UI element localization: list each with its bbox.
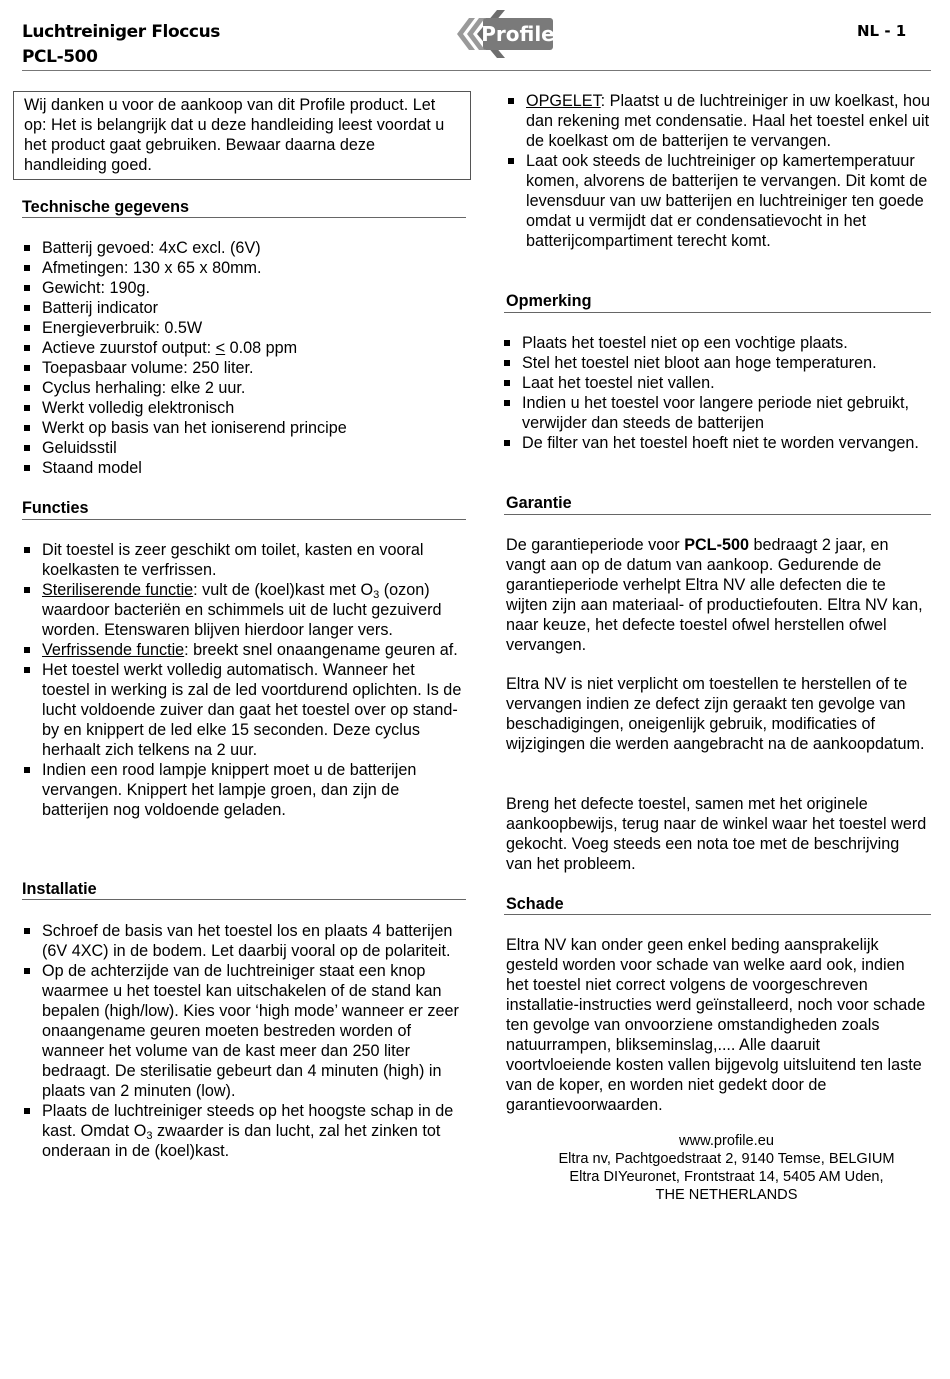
section-heading-opmerking: Opmerking	[506, 292, 592, 310]
intro-box: Wij danken u voor de aankoop van dit Profile product. Let op: Het is belangrijk dat u deze handleiding leest voordat u het product gaat gebruiken. Bewaar daarna deze handleiding goed.	[13, 91, 471, 180]
list-item: Afmetingen: 130 x 65 x 80mm.	[22, 258, 466, 278]
profile-logo	[443, 8, 558, 60]
section-heading-installatie: Installatie	[22, 880, 97, 898]
section-rule	[22, 519, 466, 520]
website-link[interactable]: www.profile.eu	[679, 1133, 774, 1149]
list-item: Indien u het toestel voor langere periode niet gebruikt, verwijder dan steeds de batterijen	[502, 393, 927, 433]
opgelet-list	[506, 91, 931, 251]
section-rule	[22, 899, 466, 900]
contact-info	[520, 1132, 933, 1204]
list-item: Laat ook steeds de luchtreiniger op kamertemperatuur komen, alvorens de batterijen te vervangen. Dit komt de levensduur van uw batterijen en luchtreiniger ten goede omdat u vermijdt dat er condensatievocht in het batterijcompartiment terecht komt.	[506, 151, 931, 251]
model-number: PCL-500	[22, 47, 98, 67]
product-name: Luchtreiniger Floccus	[22, 22, 221, 42]
list-item: Werkt volledig elektronisch	[22, 398, 466, 418]
page-number: NL - 1	[857, 22, 907, 40]
list-item: Werkt op basis van het ioniserend principe	[22, 418, 466, 438]
list-item: Staand model	[22, 458, 466, 478]
list-item: Toepasbaar volume: 250 liter.	[22, 358, 466, 378]
ozone-symbol: <	[215, 339, 226, 357]
list-item: Schroef de basis van het toestel los en plaats 4 batterijen (6V 4XC) in de bodem. Let daarbij vooral op de polariteit.	[22, 921, 467, 961]
list-item: OPGELET: Plaatst u de luchtreiniger in uw koelkast, hou dan rekening met condensatie. Haal het toestel enkel uit de koelkast om de batterijen te vervangen.	[506, 91, 931, 151]
functies-list	[22, 540, 462, 820]
list-item: Batterij indicator	[22, 298, 466, 318]
list-item: Gewicht: 190g.	[22, 278, 466, 298]
section-rule	[504, 312, 931, 313]
list-item: Steriliserende functie: vult de (koel)kast met $O_3$ (ozon) waardoor bacteriën en schimmels uit de lucht gezuiverd worden. Etenswaren blijven hierdoor langer vers.	[22, 580, 462, 640]
list-item: Plaats het toestel niet op een vochtige plaats.	[502, 333, 927, 353]
list-item: Cyclus herhaling: elke 2 uur.	[22, 378, 466, 398]
list-item: Actieve zuurstof output: < 0.08 ppm	[22, 338, 466, 358]
header-divider	[22, 70, 931, 71]
section-rule	[22, 217, 466, 218]
section-rule	[504, 514, 931, 515]
schade-paragraph: Eltra NV kan onder geen enkel beding aansprakelijk gesteld worden voor schade van welke aard ook, indien het toestel niet correct volgens de voorgeschreven installatie-instructies werd geïnstalleerd, noch voor schade ten gevolge van onvoorziene omstandigheden zoals natuurrampen, blikseminslag,.... Alle daaruit voortvloeiende kosten vallen bijgevolg uitsluitend ten laste van de koper, en worden niet gedekt door de garantievoorwaarden.	[506, 936, 926, 1114]
list-item: Indien een rood lampje knippert moet u de batterijen vervangen. Knippert het lampje groen, dan zijn de batterijen nog voldoende geladen.	[22, 760, 462, 820]
list-item: Laat het toestel niet vallen.	[502, 373, 927, 393]
list-item: Geluidsstil	[22, 438, 466, 458]
installatie-list	[22, 921, 467, 1161]
technische-list	[22, 238, 466, 478]
section-heading-garantie: Garantie	[506, 494, 572, 512]
list-item: Verfrissende functie: breekt snel onaangename geuren af.	[22, 640, 462, 660]
section-rule	[504, 914, 931, 915]
address-line: Eltra nv, Pachtgoedstraat 2, 9140 Temse, BELGIUM	[558, 1151, 895, 1167]
list-item: Het toestel werkt volledig automatisch. Wanneer het toestel in werking is zal de led voortdurend oplichten. Is de lucht voldoende zuiver dan gaat het toestel over op stand-by en knippert de led elke 15 seconden. Deze cyclus herhaalt zich telkens na 2 uur.	[22, 660, 462, 760]
list-item: Stel het toestel niet bloot aan hoge temperaturen.	[502, 353, 927, 373]
list-item: Plaats de luchtreiniger steeds op het hoogste schap in de kast. Omdat $O_3$ zwaarder is dan lucht, zal het zinken tot onderaan in de (koel)kast.	[22, 1101, 467, 1161]
document-title	[22, 20, 220, 70]
list-item: Batterij gevoed: 4xC excl. (6V)	[22, 238, 466, 258]
address-line: Eltra DIYeuronet, Frontstraat 14, 5405 AM Uden,	[569, 1169, 884, 1185]
address-line: THE NETHERLANDS	[655, 1187, 798, 1203]
section-heading-functies: Functies	[22, 499, 89, 517]
opmerking-list	[502, 333, 927, 453]
logo-text: Profile	[481, 22, 555, 46]
garantie-paragraph: Eltra NV is niet verplicht om toestellen te herstellen of te vervangen indien ze defect zijn geraakt ten gevolge van beschadigingen, oneigenlijk gebruik, modificaties of wijzigingen die werden aangebracht na de aankoopdatum.	[506, 675, 925, 753]
section-heading-technische: Technische gegevens	[22, 198, 190, 216]
section-heading-schade: Schade	[506, 895, 564, 913]
list-item: Energieverbruik: 0.5W	[22, 318, 466, 338]
list-item: Dit toestel is zeer geschikt om toilet, kasten en vooral koelkasten te verfrissen.	[22, 540, 462, 580]
list-item: Op de achterzijde van de luchtreiniger staat een knop waarmee u het toestel kan uitschakelen of de stand kan bepalen (high/low). Kies voor ‘high mode’ wanneer er zeer onaangename geuren moeten bestreden worden of wanneer het volume van de kast meer dan 250 liter bedraagt. De sterilisatie gebeurt dan 4 minuten (high) in plaats van 2 minuten (low).	[22, 961, 467, 1101]
garantie-paragraph: Breng het defecte toestel, samen met het originele aankoopbewijs, terug naar de winkel waar het toestel werd gekocht. Voeg steeds een nota toe met de beschrijving van het probleem.	[506, 795, 927, 873]
garantie-paragraph: De garantieperiode voor PCL-500 bedraagt 2 jaar, en vangt aan op de datum van aankoop. Gedurende de garantieperiode verhelpt Eltra NV alle defecten die te wijten zijn aan materiaal- of productiefouten. Eltra NV kan, naar keuze, het defecte toestel ofwel herstellen ofwel vervangen.	[506, 536, 923, 654]
list-item: De filter van het toestel hoeft niet te worden vervangen.	[502, 433, 927, 453]
